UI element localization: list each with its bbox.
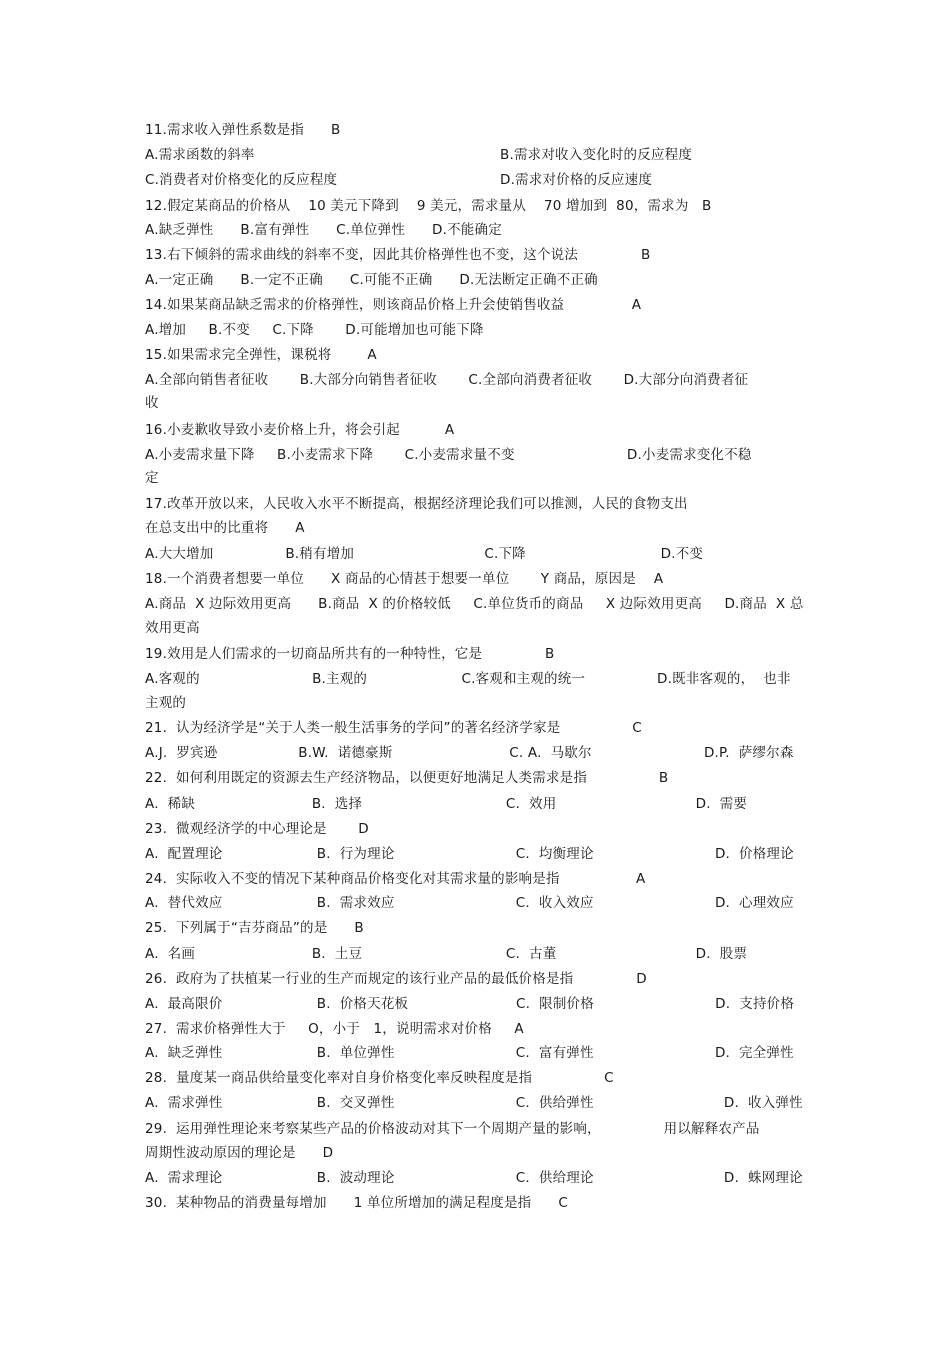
question-13: 13.右下倾斜的需求曲线的斜率不变，因此其价格弹性也不变，这个说法 B xyxy=(145,247,651,263)
question-18: 18.一个消费者想要一单位 X 商品的心情甚于想要一单位 Y 商品，原因是 A xyxy=(145,571,664,587)
question-19-options-cont: 主观的 xyxy=(145,695,187,711)
question-29-options: A. 需求理论 B. 波动理论 C. 供给理论 D. 蛛网理论 xyxy=(145,1170,803,1186)
question-12: 12.假定某商品的价格从 10 美元下降到 9 美元，需求量从 70 增加到 80，需求为 B xyxy=(145,198,712,214)
question-28-options: A. 需求弹性 B. 交叉弹性 C. 供给弹性 D. 收入弹性 xyxy=(145,1095,803,1111)
question-17: 17.改革开放以来，人民收入水平不断提高，根据经济理论我们可以推测，人民的食物支出 xyxy=(145,496,688,512)
question-16-options-cont: 定 xyxy=(145,470,159,486)
question-17-options: A.大大增加 B.稍有增加 C.下降 D.不变 xyxy=(145,546,704,562)
question-11-option-d: D.需求对价格的反应速度 xyxy=(500,172,653,188)
question-15: 15.如果需求完全弹性，课税将 A xyxy=(145,347,377,363)
question-22: 22. 如何利用既定的资源去生产经济物品，以便更好地满足人类需求是指 B xyxy=(145,770,669,786)
question-27-options: A. 缺乏弹性 B. 单位弹性 C. 富有弹性 D. 完全弹性 xyxy=(145,1045,794,1061)
question-28: 28. 量度某一商品供给量变化率对自身价格变化率反映程度是指 C xyxy=(145,1070,614,1086)
question-27: 27. 需求价格弹性大于 O，小于 1，说明需求对价格 A xyxy=(145,1021,524,1037)
question-29-cont: 周期性波动原因的理论是 D xyxy=(145,1145,334,1161)
question-23-options: A. 配置理论 B. 行为理论 C. 均衡理论 D. 价格理论 xyxy=(145,846,794,862)
question-11-option-b: B.需求对收入变化时的反应程度 xyxy=(500,147,693,163)
question-26: 26. 政府为了扶植某一行业的生产而规定的该行业产品的最低价格是指 D xyxy=(145,971,647,987)
question-11: 11.需求收入弹性系数是指 B xyxy=(145,122,341,138)
question-24: 24. 实际收入不变的情况下某种商品价格变化对其需求量的影响是指 A xyxy=(145,871,646,887)
question-14: 14.如果某商品缺乏需求的价格弹性，则该商品价格上升会使销售收益 A xyxy=(145,297,642,313)
question-25: 25. 下列属于“吉芬商品”的是 B xyxy=(145,920,364,936)
question-16: 16.小麦歉收导致小麦价格上升，将会引起 A xyxy=(145,422,455,438)
question-14-options: A.增加 B.不变 C.下降 D.可能增加也可能下降 xyxy=(145,322,484,338)
question-21-options: A.J. 罗宾逊 B.W. 诺德豪斯 C. A. 马歇尔 D.P. 萨缪尔森 xyxy=(145,745,794,761)
question-18-options-cont: 效用更高 xyxy=(145,620,200,636)
question-18-options: A.商品 X 边际效用更高 B.商品 X 的价格较低 C.单位货币的商品 X 边际效用更高 D.商品 X 总 xyxy=(145,596,804,612)
question-21: 21. 认为经济学是“关于人类一般生活事务的学问”的著名经济学家是 C xyxy=(145,720,642,736)
question-15-options: A.全部向销售者征收 B.大部分向销售者征收 C.全部向消费者征收 D.大部分向消费者征 xyxy=(145,372,749,388)
question-26-options: A. 最高限价 B. 价格天花板 C. 限制价格 D. 支持价格 xyxy=(145,996,795,1012)
question-11-option-c: C.消费者对价格变化的反应程度 xyxy=(145,172,338,188)
question-25-options: A. 名画 B. 土豆 C. 古董 D. 股票 xyxy=(145,946,748,962)
question-24-options: A. 替代效应 B. 需求效应 C. 收入效应 D. 心理效应 xyxy=(145,895,794,911)
question-19: 19.效用是人们需求的一切商品所共有的一种特性，它是 B xyxy=(145,646,555,662)
question-15-options-cont: 收 xyxy=(145,395,159,411)
question-19-options: A.客观的 B.主观的 C.客观和主观的统一 D.既非客观的， 也非 xyxy=(145,671,791,687)
question-23: 23. 微观经济学的中心理论是 D xyxy=(145,821,369,837)
question-29: 29. 运用弹性理论来考察某些产品的价格波动对其下一个周期产量的影响， 用以解释农产品 xyxy=(145,1121,760,1137)
question-22-options: A. 稀缺 B. 选择 C. 效用 D. 需要 xyxy=(145,796,748,812)
question-12-options: A.缺乏弹性 B.富有弹性 C.单位弹性 D.不能确定 xyxy=(145,222,502,238)
question-11-option-a: A.需求函数的斜率 xyxy=(145,147,255,163)
question-17-cont: 在总支出中的比重将 A xyxy=(145,520,305,536)
question-30: 30. 某种物品的消费量每增加 1 单位所增加的满足程度是指 C xyxy=(145,1195,568,1211)
question-13-options: A.一定正确 B.一定不正确 C.可能不正确 D.无法断定正确不正确 xyxy=(145,272,598,288)
question-16-options: A.小麦需求量下降 B.小麦需求下降 C.小麦需求量不变 D.小麦需求变化不稳 xyxy=(145,447,752,463)
